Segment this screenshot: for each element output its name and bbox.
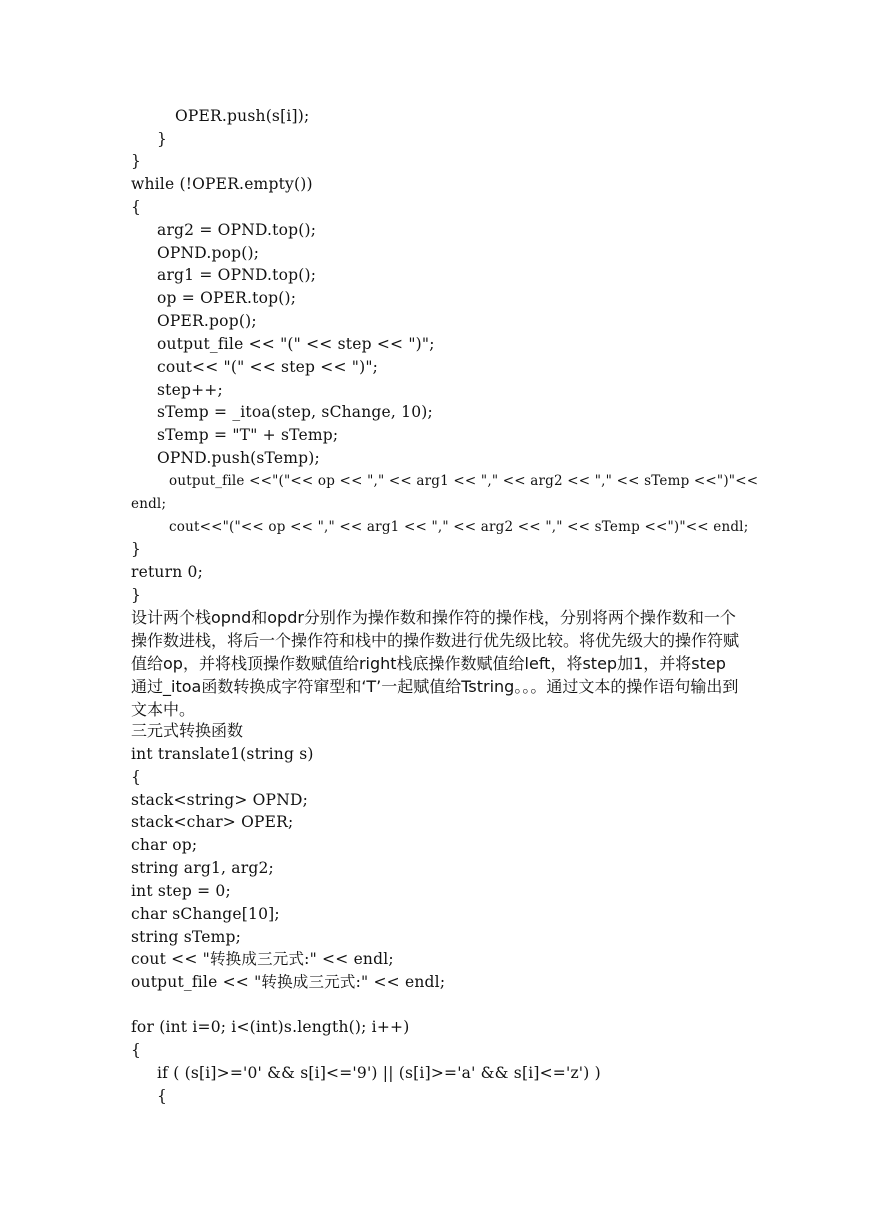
code-line: while (!OPER.empty()) <box>131 175 313 193</box>
code-line: OPER.pop(); <box>157 312 257 330</box>
code-line: OPND.push(sTemp); <box>157 449 320 467</box>
code-line: char op; <box>131 836 198 854</box>
code-line: int step = 0; <box>131 882 231 900</box>
code-line: arg2 = OPND.top(); <box>157 221 317 239</box>
code-line: arg1 = OPND.top(); <box>157 266 317 284</box>
code-line: } <box>157 130 168 148</box>
section-title: 三元式转换函数 <box>131 721 244 740</box>
code-line: { <box>131 768 142 786</box>
code-line: OPER.push(s[i]); <box>175 107 310 125</box>
code-line: stack<char> OPER; <box>131 813 294 831</box>
code-line: return 0; <box>131 563 203 581</box>
code-line: cout<< "(" << step << ")"; <box>157 358 379 376</box>
code-line: cout<<"("<< op << "," << arg1 << "," << arg2 << "," << sTemp <<")"<< endl; <box>169 519 749 535</box>
code-line: if ( (s[i]>='0' && s[i]<='9') || (s[i]>='a' && s[i]<='z') ) <box>157 1064 601 1082</box>
code-line: sTemp = _itoa(step, sChange, 10); <box>157 403 433 421</box>
code-line: string sTemp; <box>131 928 242 946</box>
code-line: endl; <box>131 496 167 512</box>
code-line: } <box>131 586 142 604</box>
code-line: output_file << "(" << step << ")"; <box>157 335 435 353</box>
description-paragraph: 设计两个栈opnd和opdr分别作为操作数和操作符的操作栈，分别将两个操作数和一个操作数进栈，将后一个操作符和栈中的操作数进行优先级比较。将优先级大的操作符赋值给op，并将栈顶操作数赋值给right栈底操作数赋值给left，将step加1，并将step通过_itoa函数转换成字符窜型和‘T’一起赋值给Tstring。。。通过文本的操作语句输出到文本中。 <box>131 608 740 719</box>
code-line: int translate1(string s) <box>131 745 314 763</box>
code-line: for (int i=0; i<(int)s.length(); i++) <box>131 1018 410 1036</box>
code-line: cout << "转换成三元式:" << endl; <box>131 950 394 968</box>
code-line: stack<string> OPND; <box>131 791 309 809</box>
code-line: } <box>131 152 142 170</box>
code-line: } <box>131 540 142 558</box>
code-line: char sChange[10]; <box>131 905 280 923</box>
code-line: { <box>157 1087 168 1105</box>
code-line: { <box>131 198 142 216</box>
code-line: sTemp = "T" + sTemp; <box>157 426 339 444</box>
code-line: output_file <<"("<< op << "," << arg1 << "," << arg2 << "," << sTemp <<")"<< <box>169 473 759 489</box>
code-line: string arg1, arg2; <box>131 859 274 877</box>
code-line: step++; <box>157 381 223 399</box>
code-line: { <box>131 1041 142 1059</box>
code-line: output_file << "转换成三元式:" << endl; <box>131 973 446 991</box>
code-line: op = OPER.top(); <box>157 289 297 307</box>
code-line: OPND.pop(); <box>157 244 260 262</box>
